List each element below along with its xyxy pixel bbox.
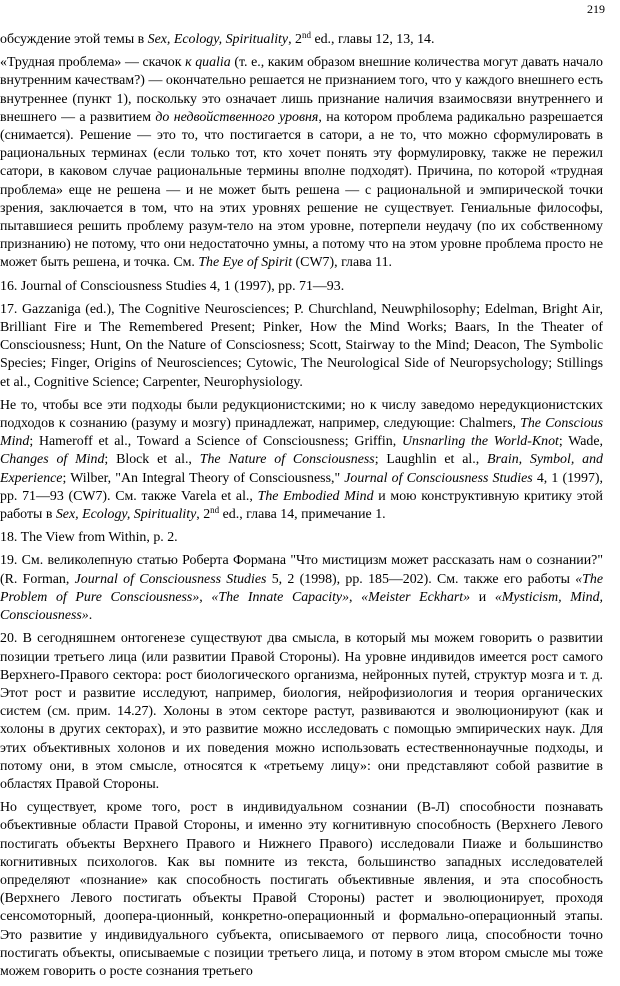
italic-text: Journal of Consciousness Studies — [74, 571, 267, 587]
text-run: Но существует, кроме того, рост в индивидуальном сознании (В-Л) способности познавать объективные области Правой Стороны, и именно эту когнитивную способность (Верхнего Левого постигать объекты Верхнего Правого и Нижнего Правого) исследовали Пиаже и большинство когнитивных психологов. Как вы помните из текста, большинство западных исследователей определяют «познание» как способность постигать объективные явления, и эта способность (Верхнего Левого постигать объекты Правой Стороны) растет и эволюционирует, проходя сенсомоторный, доопера-ционный, конкретно-операционный и формально-операционный этапы. Это развитие у индивидуального субъекта, описываемого от первого лица, способности точно постигать объекты, описываемые с позиции третьего лица, и потому в этом втором смысле мы тоже можем говорить о росте сознания третьего — [0, 800, 603, 979]
italic-text: «Meister Eckhart» — [361, 589, 471, 605]
italic-text: Brain, Symbol, and Experience — [0, 452, 603, 486]
italic-text: «Mysticism, Mind, Consciousness» — [0, 589, 603, 624]
note-18 — [0, 529, 603, 547]
italic-text: The Eye of Spirit — [198, 255, 293, 271]
text-run: «Трудная проблема» — скачок — [0, 55, 186, 71]
text-run: ; Block et al., — [104, 452, 200, 468]
superscript-text: nd — [210, 505, 220, 516]
text-run: 4, 1 (1997), pp. 71—93 (CW7). См. также Varela et al., — [0, 470, 603, 504]
note-17 — [0, 301, 603, 392]
text-run: , — [199, 589, 212, 605]
note-19 — [0, 552, 603, 625]
text-run: (т. е., каким образом внешние количества могут давать начало внутренним качествам?) — окончательно решается не признанием того, что у каждого внешнего есть внутреннее (пункт 1), поскольку это означает лишь признание наличия взаимосвязи внутреннего и внешнего — а развитием — [0, 55, 603, 125]
text-run: Не то, чтобы все эти подходы были редукционистскими; но к числу заведомо нередукционистских подходов к сознанию (разуму и мозгу) принадлежат, например, следующие: Chalmers, — [0, 397, 603, 432]
paragraph-p2 — [0, 54, 603, 272]
text-run: ; Wade, — [558, 434, 603, 450]
text-run: 16. Journal of Consciousness Studies 4, 1 (1997), pp. 71—93. — [0, 278, 345, 294]
note-16 — [0, 278, 603, 296]
text-run: 19. См. великолепную статью Роберта Формана "Что мистицизм может рассказать нам о сознании?" (R. Forman, — [0, 553, 603, 587]
italic-text: «The Problem of Pure Consciousness» — [0, 571, 603, 605]
text-run: , — [349, 589, 362, 605]
paragraph-p5 — [0, 397, 603, 524]
text-run: (CW7), глава 11. — [292, 255, 393, 271]
text-run: . — [88, 608, 93, 624]
text-run: , 2 — [288, 32, 302, 47]
text-run: обсуждение этой темы в — [0, 32, 148, 47]
superscript-text: nd — [301, 30, 311, 40]
text-run: ed., глава 14, примечание 1. — [219, 507, 386, 523]
italic-text: The Conscious Mind — [0, 416, 603, 450]
italic-text: Journal of Consciousness Studies — [344, 470, 533, 486]
text-run: ed., главы 12, 13, 14. — [310, 32, 435, 47]
page-number: 219 — [587, 2, 605, 16]
document-body — [0, 31, 603, 986]
italic-text: Sex, Ecology, Spirituality — [147, 32, 289, 47]
italic-text: Changes of Mind — [0, 452, 105, 468]
paragraph-p1 — [0, 31, 603, 49]
italic-text: «The Innate Capacity» — [211, 589, 350, 605]
text-run: , на котором проблема радикально разрешается (снимается). Решение — это то, что постигается в сатори, а не то, что можно сформулировать в рациональных терминах (если только тот, кто хочет понять эту формулировку, также не пережил сатори, в каковом случае рациональные термины вполне подходят). Причина, по которой «трудная проблема» еще не решена — и не может быть решена — с рациональной и эмпирической точки зрения, заключается в том, что на этих уровнях решение не существует. Гениальные философы, пытавшиеся решить проблему разум-тело на этом уровне, потерпели неудачу (по их собственному признанию) не потому, что они недостаточно умны, а потому что на этом уровне проблема просто не может быть решена, и точка. См. — [0, 109, 603, 271]
text-run: и мою конструктивную критику этой работы в — [0, 488, 603, 523]
italic-text: The Nature of Consciousness — [199, 452, 375, 468]
italic-text: Unsnarling the World-Knot — [401, 434, 559, 450]
text-run: 20. В сегодняшнем онтогенезе существуют два смысла, в который мы можем говорить о развитии позиции третьего лица (или развитии Правой Стороны). На уровне индивидов имеется рост самого Верхнего-Правого сектора: рост биологического организма, нейронных путей, структур мозга и т. д. Этот рост и развитие исследуют, например, биология, нейрофизиология и теория органических систем (см. прим. 14.27). Холоны в этом секторе растут, развиваются и эволюционируют (как и холоны в других секторах), и это развитие можно исследовать с помощью эмпирических наук. Для этих объективных холонов и их поведения можно использовать естественнонаучные подходы, и потому они, в этом смысле, относятся к «третьему лицу»: они представляют собой развитие в областях Правой Стороны. — [0, 631, 603, 792]
italic-text: к qualia — [185, 55, 231, 71]
text-run: и — [470, 589, 495, 605]
note-20 — [0, 630, 603, 794]
text-run: ; Wilber, "An Integral Theory of Consciousness," — [62, 470, 345, 486]
text-run: 5, 2 (1998), pp. 185—202). См. также его работы — [266, 571, 576, 587]
text-run: ; Laughlin et al., — [374, 452, 487, 468]
paragraph-p9 — [0, 799, 603, 981]
text-run: , 2 — [196, 507, 211, 523]
italic-text: до недвойственного уровня — [155, 109, 319, 125]
text-run: 18. The View from Within, p. 2. — [0, 530, 178, 546]
text-run: ; Hameroff et al., Toward a Science of Consciousness; Griffin, — [29, 434, 402, 450]
italic-text: The Embodied Mind — [257, 488, 374, 504]
text-run: 17. Gazzaniga (ed.), The Cognitive Neurosciences; P. Churchland, Neuwphilosophy; Edelman, Bright Air, Brilliant Fire и The Remembered Present; Pinker, How the Mind Works; Baars, In the Theater of Consciousness; Hunt, On the Nature of Consciosness; Scott, Stairway to the Mind; Deacon, The Symbolic Species; Finger, Origins of Neurosciences; Cytowic, The Neurological Side of Neuropsychology; Stillings et al., Cognitive Science; Carpenter, Neurophysiology. — [0, 301, 603, 390]
italic-text: Sex, Ecology, Spirituality — [55, 507, 197, 523]
